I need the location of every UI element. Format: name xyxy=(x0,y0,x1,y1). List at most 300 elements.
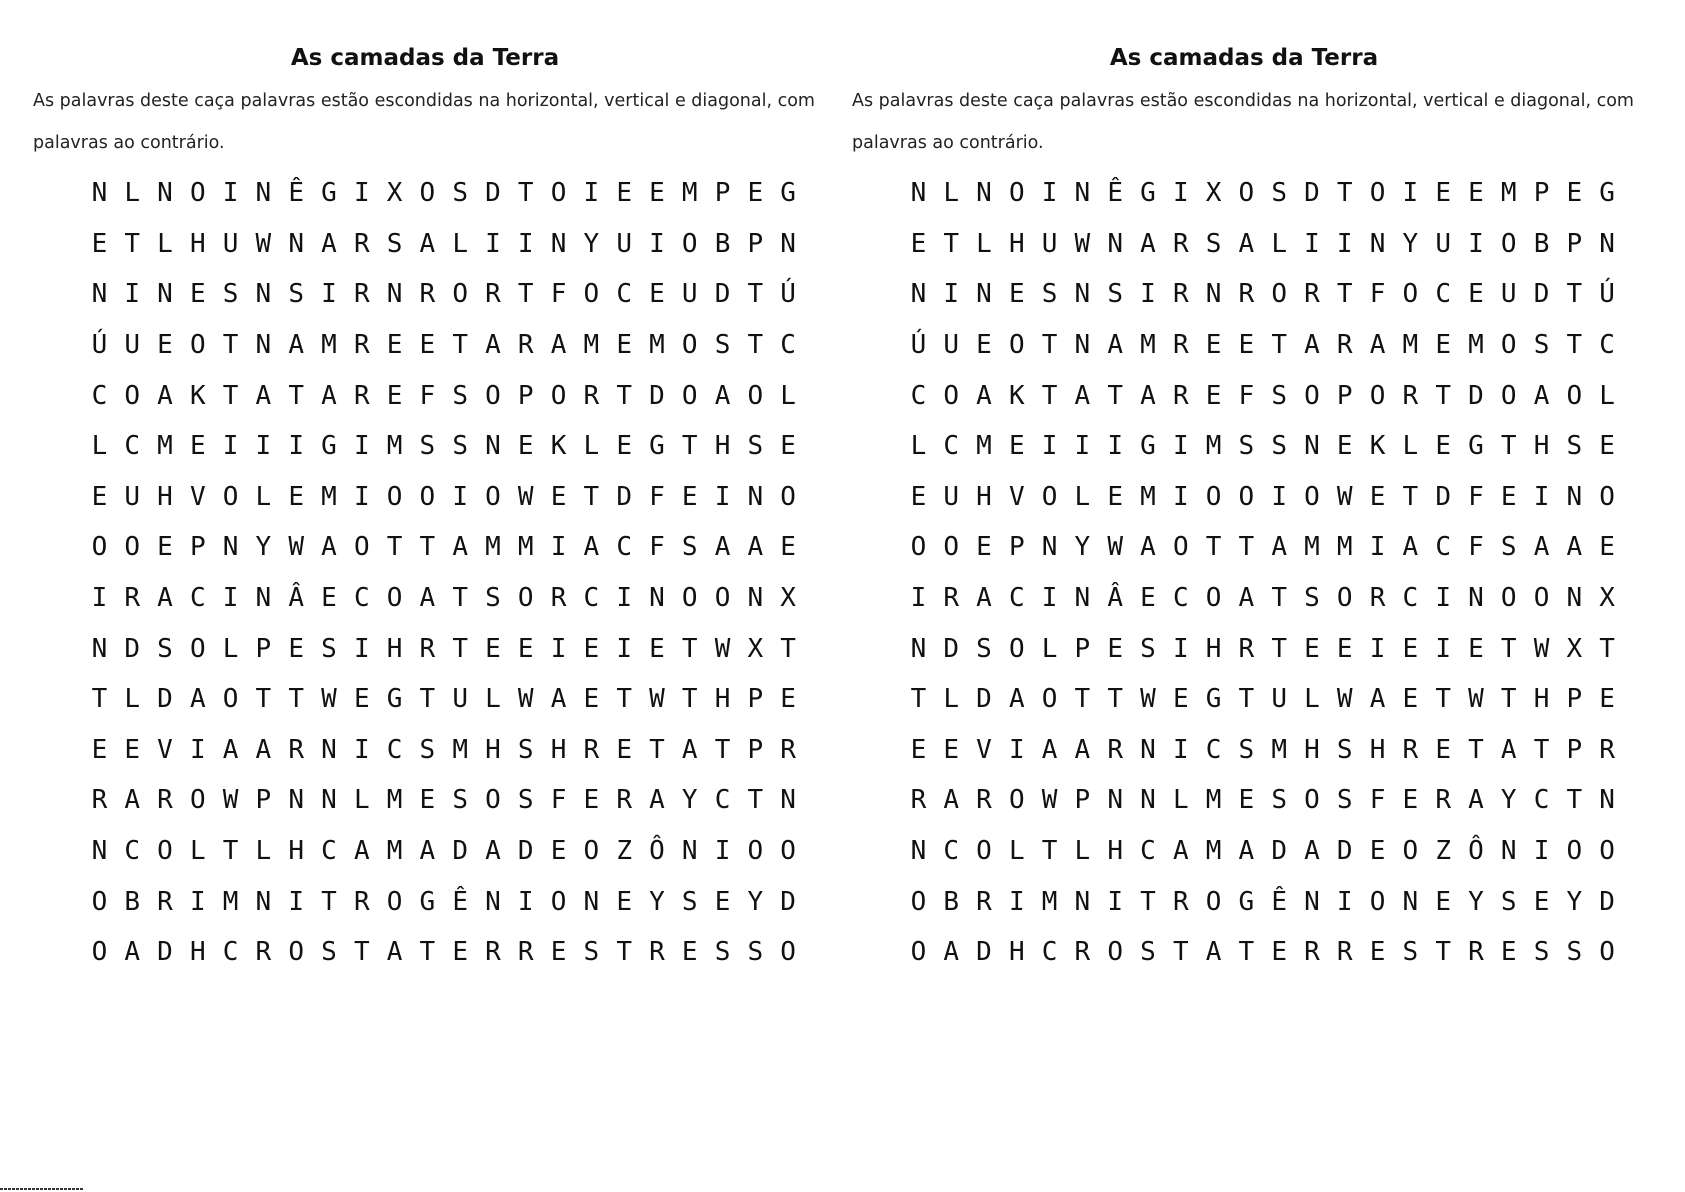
grid-letter[interactable]: C xyxy=(1172,583,1189,614)
grid-letter[interactable]: N xyxy=(976,279,992,310)
grid-letter[interactable]: I xyxy=(1435,583,1451,614)
grid-letter[interactable]: A xyxy=(714,532,731,563)
grid-letter[interactable]: E xyxy=(1435,886,1451,917)
grid-letter[interactable]: S xyxy=(714,937,731,968)
grid-letter[interactable]: C xyxy=(222,937,239,968)
grid-letter[interactable]: Ê xyxy=(288,178,304,209)
grid-letter[interactable]: A xyxy=(583,532,600,563)
grid-letter[interactable]: E xyxy=(1599,431,1615,462)
grid-letter[interactable]: N xyxy=(1402,886,1419,917)
grid-letter[interactable]: T xyxy=(616,937,632,968)
grid-letter[interactable]: A xyxy=(1238,583,1255,614)
grid-letter[interactable]: S xyxy=(1533,330,1550,361)
grid-letter[interactable]: R xyxy=(91,785,108,816)
grid-letter[interactable]: O xyxy=(1172,532,1189,563)
grid-letter[interactable]: T xyxy=(1336,279,1353,310)
grid-letter[interactable]: L xyxy=(91,431,108,462)
grid-letter[interactable]: R xyxy=(353,886,370,917)
grid-letter[interactable]: M xyxy=(681,178,698,209)
grid-letter[interactable]: C xyxy=(1533,785,1550,816)
grid-letter[interactable]: A xyxy=(1172,836,1189,867)
grid-letter[interactable]: T xyxy=(1041,380,1058,411)
grid-letter[interactable]: D xyxy=(780,886,796,917)
grid-letter[interactable]: O xyxy=(386,481,403,512)
grid-letter[interactable]: S xyxy=(1500,886,1517,917)
grid-letter[interactable]: G xyxy=(321,431,337,462)
grid-letter[interactable]: R xyxy=(517,937,534,968)
grid-letter[interactable]: S xyxy=(1271,178,1287,209)
grid-letter[interactable]: A xyxy=(1107,330,1123,361)
grid-letter[interactable]: M xyxy=(1304,532,1320,563)
grid-letter[interactable]: O xyxy=(189,178,206,209)
grid-letter[interactable]: M xyxy=(517,532,534,563)
grid-letter[interactable]: O xyxy=(910,937,927,968)
grid-letter[interactable]: W xyxy=(1336,684,1353,715)
grid-letter[interactable]: A xyxy=(124,785,141,816)
grid-letter[interactable]: S xyxy=(976,633,992,664)
grid-letter[interactable]: S xyxy=(681,532,698,563)
grid-letter[interactable]: B xyxy=(1533,228,1550,259)
grid-letter[interactable]: H xyxy=(714,431,731,462)
grid-letter[interactable]: E xyxy=(157,330,173,361)
grid-letter[interactable]: N xyxy=(288,228,304,259)
grid-letter[interactable]: G xyxy=(1468,431,1484,462)
grid-letter[interactable]: S xyxy=(288,279,304,310)
grid-letter[interactable]: Y xyxy=(681,785,698,816)
grid-letter[interactable]: O xyxy=(353,532,370,563)
grid-letter[interactable]: O xyxy=(1500,380,1517,411)
grid-letter[interactable]: E xyxy=(616,734,632,765)
grid-letter[interactable]: S xyxy=(1336,734,1353,765)
grid-letter[interactable]: I xyxy=(1041,583,1058,614)
grid-letter[interactable]: U xyxy=(124,481,141,512)
grid-letter[interactable]: E xyxy=(1369,937,1386,968)
grid-letter[interactable]: E xyxy=(386,330,403,361)
grid-letter[interactable]: C xyxy=(124,836,141,867)
grid-letter[interactable]: T xyxy=(222,330,239,361)
grid-letter[interactable]: M xyxy=(386,785,403,816)
grid-letter[interactable]: O xyxy=(452,279,468,310)
grid-letter[interactable]: R xyxy=(485,937,501,968)
grid-letter[interactable]: E xyxy=(1435,178,1451,209)
grid-letter[interactable]: E xyxy=(550,836,567,867)
grid-letter[interactable]: A xyxy=(452,532,468,563)
grid-letter[interactable]: N xyxy=(321,734,337,765)
grid-letter[interactable]: M xyxy=(1336,532,1353,563)
grid-letter[interactable]: Y xyxy=(1500,785,1517,816)
grid-letter[interactable]: D xyxy=(157,937,173,968)
grid-letter[interactable]: I xyxy=(222,431,239,462)
grid-letter[interactable]: Y xyxy=(1468,886,1484,917)
grid-letter[interactable]: O xyxy=(583,279,600,310)
grid-letter[interactable]: Z xyxy=(616,836,632,867)
grid-letter[interactable]: I xyxy=(1435,633,1451,664)
grid-letter[interactable]: O xyxy=(1205,481,1222,512)
grid-letter[interactable]: P xyxy=(1336,380,1353,411)
grid-letter[interactable]: T xyxy=(222,380,239,411)
grid-letter[interactable]: O xyxy=(1205,886,1222,917)
grid-letter[interactable]: M xyxy=(157,431,173,462)
grid-letter[interactable]: T xyxy=(616,380,632,411)
grid-letter[interactable]: M xyxy=(1041,886,1058,917)
grid-letter[interactable]: E xyxy=(288,481,304,512)
grid-letter[interactable]: L xyxy=(910,431,927,462)
grid-letter[interactable]: N xyxy=(1500,836,1517,867)
grid-letter[interactable]: L xyxy=(943,178,960,209)
grid-letter[interactable]: I xyxy=(255,431,272,462)
grid-letter[interactable]: E xyxy=(1599,532,1615,563)
grid-letter[interactable]: T xyxy=(1271,583,1287,614)
grid-letter[interactable]: L xyxy=(189,836,206,867)
grid-letter[interactable]: T xyxy=(91,684,108,715)
grid-letter[interactable]: E xyxy=(1140,583,1156,614)
grid-letter[interactable]: X xyxy=(747,633,764,664)
grid-letter[interactable]: O xyxy=(222,684,239,715)
grid-letter[interactable]: N xyxy=(747,481,764,512)
grid-letter[interactable]: E xyxy=(1107,633,1123,664)
grid-letter[interactable]: N xyxy=(91,279,108,310)
grid-letter[interactable]: S xyxy=(1566,937,1583,968)
grid-letter[interactable]: L xyxy=(1172,785,1189,816)
grid-letter[interactable]: N xyxy=(1369,228,1386,259)
grid-letter[interactable]: G xyxy=(780,178,796,209)
grid-letter[interactable]: C xyxy=(943,431,960,462)
grid-letter[interactable]: E xyxy=(1008,431,1025,462)
grid-letter[interactable]: A xyxy=(321,228,337,259)
grid-letter[interactable]: A xyxy=(157,583,173,614)
grid-letter[interactable]: O xyxy=(1369,178,1386,209)
grid-letter[interactable]: T xyxy=(714,734,731,765)
grid-letter[interactable]: E xyxy=(1566,178,1583,209)
grid-letter[interactable]: V xyxy=(189,481,206,512)
grid-letter[interactable]: F xyxy=(1468,532,1484,563)
grid-letter[interactable]: R xyxy=(1304,279,1320,310)
grid-letter[interactable]: A xyxy=(1369,684,1386,715)
grid-letter[interactable]: S xyxy=(1533,937,1550,968)
grid-letter[interactable]: M xyxy=(222,886,239,917)
grid-letter[interactable]: R xyxy=(1238,633,1255,664)
grid-letter[interactable]: P xyxy=(747,684,764,715)
grid-letter[interactable]: P xyxy=(1533,178,1550,209)
grid-letter[interactable]: M xyxy=(1271,734,1287,765)
grid-letter[interactable]: T xyxy=(288,380,304,411)
grid-letter[interactable]: N xyxy=(1074,178,1091,209)
grid-letter[interactable]: C xyxy=(1041,937,1058,968)
grid-letter[interactable]: A xyxy=(1041,734,1058,765)
grid-letter[interactable]: T xyxy=(1566,785,1583,816)
grid-letter[interactable]: X xyxy=(1566,633,1583,664)
grid-letter[interactable]: I xyxy=(1107,886,1123,917)
grid-letter[interactable]: Z xyxy=(1435,836,1451,867)
grid-letter[interactable]: I xyxy=(124,279,141,310)
grid-letter[interactable]: E xyxy=(419,785,436,816)
grid-letter[interactable]: P xyxy=(517,380,534,411)
grid-letter[interactable]: N xyxy=(485,886,501,917)
grid-letter[interactable]: W xyxy=(1041,785,1058,816)
grid-letter[interactable]: T xyxy=(1205,532,1222,563)
grid-letter[interactable]: L xyxy=(124,684,141,715)
grid-letter[interactable]: R xyxy=(419,633,436,664)
grid-letter[interactable]: N xyxy=(1304,431,1320,462)
grid-letter[interactable]: M xyxy=(1140,330,1156,361)
grid-letter[interactable]: S xyxy=(386,228,403,259)
grid-letter[interactable]: I xyxy=(1140,279,1156,310)
grid-letter[interactable]: N xyxy=(1566,481,1583,512)
grid-letter[interactable]: R xyxy=(780,734,796,765)
grid-letter[interactable]: O xyxy=(1336,583,1353,614)
grid-letter[interactable]: C xyxy=(910,380,927,411)
grid-letter[interactable]: P xyxy=(1074,785,1091,816)
grid-letter[interactable]: D xyxy=(943,633,960,664)
grid-letter[interactable]: S xyxy=(222,279,239,310)
grid-letter[interactable]: Y xyxy=(649,886,665,917)
grid-letter[interactable]: D xyxy=(157,684,173,715)
grid-letter[interactable]: H xyxy=(1008,937,1025,968)
grid-letter[interactable]: Ú xyxy=(910,330,927,361)
grid-letter[interactable]: A xyxy=(1140,380,1156,411)
grid-letter[interactable]: P xyxy=(747,734,764,765)
grid-letter[interactable]: E xyxy=(189,279,206,310)
grid-letter[interactable]: O xyxy=(943,532,960,563)
grid-letter[interactable]: S xyxy=(452,431,468,462)
grid-letter[interactable]: O xyxy=(1500,330,1517,361)
grid-letter[interactable]: M xyxy=(1500,178,1517,209)
grid-letter[interactable]: K xyxy=(189,380,206,411)
grid-letter[interactable]: I xyxy=(91,583,108,614)
grid-letter[interactable]: E xyxy=(1336,633,1353,664)
grid-letter[interactable]: E xyxy=(1500,481,1517,512)
grid-letter[interactable]: A xyxy=(943,937,960,968)
grid-letter[interactable]: O xyxy=(1008,785,1025,816)
grid-letter[interactable]: L xyxy=(1304,684,1320,715)
grid-letter[interactable]: O xyxy=(1238,481,1255,512)
grid-letter[interactable]: O xyxy=(910,886,927,917)
grid-letter[interactable]: K xyxy=(550,431,567,462)
grid-letter[interactable]: P xyxy=(1008,532,1025,563)
grid-letter[interactable]: T xyxy=(419,937,436,968)
grid-letter[interactable]: W xyxy=(288,532,304,563)
grid-letter[interactable]: I xyxy=(321,279,337,310)
grid-letter[interactable]: O xyxy=(550,886,567,917)
grid-letter[interactable]: L xyxy=(353,785,370,816)
grid-letter[interactable]: Y xyxy=(255,532,272,563)
grid-letter[interactable]: N xyxy=(1140,734,1156,765)
grid-letter[interactable]: U xyxy=(124,330,141,361)
grid-letter[interactable]: I xyxy=(1172,633,1189,664)
grid-letter[interactable]: C xyxy=(714,785,731,816)
grid-letter[interactable]: A xyxy=(353,836,370,867)
grid-letter[interactable]: I xyxy=(452,481,468,512)
grid-letter[interactable]: T xyxy=(1599,633,1615,664)
grid-letter[interactable]: O xyxy=(189,330,206,361)
grid-letter[interactable]: I xyxy=(517,228,534,259)
grid-letter[interactable]: L xyxy=(124,178,141,209)
grid-letter[interactable]: U xyxy=(1041,228,1058,259)
grid-letter[interactable]: P xyxy=(1566,228,1583,259)
grid-letter[interactable]: H xyxy=(1533,431,1550,462)
grid-letter[interactable]: I xyxy=(1402,178,1419,209)
grid-letter[interactable]: R xyxy=(1599,734,1615,765)
grid-letter[interactable]: E xyxy=(91,228,108,259)
grid-letter[interactable]: A xyxy=(1074,734,1091,765)
grid-letter[interactable]: Y xyxy=(583,228,600,259)
grid-letter[interactable]: A xyxy=(288,330,304,361)
grid-letter[interactable]: I xyxy=(353,481,370,512)
grid-letter[interactable]: O xyxy=(550,380,567,411)
grid-letter[interactable]: L xyxy=(157,228,173,259)
grid-letter[interactable]: N xyxy=(780,228,796,259)
grid-letter[interactable]: H xyxy=(485,734,501,765)
grid-letter[interactable]: S xyxy=(1238,734,1255,765)
grid-letter[interactable]: A xyxy=(1238,228,1255,259)
grid-letter[interactable]: I xyxy=(1369,532,1386,563)
grid-letter[interactable]: N xyxy=(1074,583,1091,614)
grid-letter[interactable]: E xyxy=(1500,937,1517,968)
grid-letter[interactable]: C xyxy=(321,836,337,867)
grid-letter[interactable]: O xyxy=(1500,228,1517,259)
grid-letter[interactable]: V xyxy=(976,734,992,765)
grid-letter[interactable]: E xyxy=(1238,330,1255,361)
grid-letter[interactable]: R xyxy=(353,279,370,310)
grid-letter[interactable]: W xyxy=(714,633,731,664)
grid-letter[interactable]: N xyxy=(910,836,927,867)
grid-letter[interactable]: N xyxy=(583,886,600,917)
grid-letter[interactable]: I xyxy=(288,431,304,462)
grid-letter[interactable]: P xyxy=(1566,734,1583,765)
grid-letter[interactable]: A xyxy=(157,380,173,411)
grid-letter[interactable]: Â xyxy=(288,583,304,614)
grid-letter[interactable]: N xyxy=(780,785,796,816)
grid-letter[interactable]: A xyxy=(1369,330,1386,361)
grid-letter[interactable]: N xyxy=(1304,886,1320,917)
grid-letter[interactable]: O xyxy=(1369,380,1386,411)
grid-letter[interactable]: I xyxy=(1533,481,1550,512)
grid-letter[interactable]: E xyxy=(681,937,698,968)
grid-letter[interactable]: R xyxy=(419,279,436,310)
grid-letter[interactable]: O xyxy=(780,937,796,968)
grid-letter[interactable]: C xyxy=(386,734,403,765)
grid-letter[interactable]: A xyxy=(386,937,403,968)
grid-letter[interactable]: T xyxy=(1500,633,1517,664)
grid-letter[interactable]: E xyxy=(583,633,600,664)
grid-letter[interactable]: N xyxy=(649,583,665,614)
grid-letter[interactable]: C xyxy=(616,532,632,563)
grid-letter[interactable]: L xyxy=(485,684,501,715)
grid-letter[interactable]: T xyxy=(1566,279,1583,310)
grid-letter[interactable]: H xyxy=(1304,734,1320,765)
grid-letter[interactable]: Ú xyxy=(1599,279,1615,310)
grid-letter[interactable]: O xyxy=(1107,937,1123,968)
grid-letter[interactable]: I xyxy=(485,228,501,259)
grid-letter[interactable]: E xyxy=(649,633,665,664)
grid-letter[interactable]: R xyxy=(976,886,992,917)
grid-letter[interactable]: M xyxy=(1205,785,1222,816)
grid-letter[interactable]: D xyxy=(517,836,534,867)
grid-letter[interactable]: F xyxy=(1369,785,1386,816)
grid-letter[interactable]: G xyxy=(419,886,436,917)
grid-letter[interactable]: I xyxy=(649,228,665,259)
grid-letter[interactable]: A xyxy=(321,380,337,411)
grid-letter[interactable]: A xyxy=(550,330,567,361)
grid-letter[interactable]: N xyxy=(1074,886,1091,917)
grid-letter[interactable]: E xyxy=(1369,836,1386,867)
grid-letter[interactable]: S xyxy=(583,937,600,968)
grid-letter[interactable]: D xyxy=(976,684,992,715)
grid-letter[interactable]: O xyxy=(485,380,501,411)
grid-letter[interactable]: F xyxy=(1369,279,1386,310)
grid-letter[interactable]: I xyxy=(550,532,567,563)
grid-letter[interactable]: T xyxy=(747,785,764,816)
grid-letter[interactable]: X xyxy=(1599,583,1615,614)
grid-letter[interactable]: N xyxy=(222,532,239,563)
grid-letter[interactable]: F xyxy=(550,279,567,310)
grid-letter[interactable]: S xyxy=(1566,431,1583,462)
grid-letter[interactable]: O xyxy=(1599,937,1615,968)
grid-letter[interactable]: E xyxy=(1435,431,1451,462)
grid-letter[interactable]: O xyxy=(780,836,796,867)
grid-letter[interactable]: S xyxy=(452,380,468,411)
grid-letter[interactable]: S xyxy=(321,633,337,664)
grid-letter[interactable]: N xyxy=(321,785,337,816)
grid-letter[interactable]: R xyxy=(1172,380,1189,411)
grid-letter[interactable]: O xyxy=(1238,178,1255,209)
grid-letter[interactable]: N xyxy=(681,836,698,867)
grid-letter[interactable]: I xyxy=(222,178,239,209)
grid-letter[interactable]: M xyxy=(1205,836,1222,867)
grid-letter[interactable]: M xyxy=(976,431,992,462)
grid-letter[interactable]: C xyxy=(1205,734,1222,765)
grid-letter[interactable]: O xyxy=(1008,178,1025,209)
grid-letter[interactable]: O xyxy=(681,228,698,259)
grid-letter[interactable]: A xyxy=(1008,684,1025,715)
grid-letter[interactable]: I xyxy=(189,886,206,917)
grid-letter[interactable]: E xyxy=(189,431,206,462)
grid-letter[interactable]: R xyxy=(583,380,600,411)
grid-letter[interactable]: G xyxy=(386,684,403,715)
grid-letter[interactable]: I xyxy=(1468,228,1484,259)
grid-letter[interactable]: T xyxy=(353,937,370,968)
grid-letter[interactable]: E xyxy=(1435,734,1451,765)
grid-letter[interactable]: E xyxy=(124,734,141,765)
grid-letter[interactable]: E xyxy=(1172,684,1189,715)
grid-letter[interactable]: R xyxy=(1402,380,1419,411)
grid-letter[interactable]: A xyxy=(124,937,141,968)
grid-letter[interactable]: E xyxy=(1435,330,1451,361)
grid-letter[interactable]: W xyxy=(222,785,239,816)
grid-letter[interactable]: T xyxy=(1435,380,1451,411)
grid-letter[interactable]: O xyxy=(550,178,567,209)
grid-letter[interactable]: Ô xyxy=(649,836,665,867)
grid-letter[interactable]: T xyxy=(222,836,239,867)
grid-letter[interactable]: N xyxy=(1566,583,1583,614)
grid-letter[interactable]: A xyxy=(943,785,960,816)
grid-letter[interactable]: M xyxy=(321,481,337,512)
grid-letter[interactable]: M xyxy=(649,330,665,361)
grid-letter[interactable]: T xyxy=(1172,937,1189,968)
grid-letter[interactable]: T xyxy=(1435,937,1451,968)
grid-letter[interactable]: T xyxy=(1468,734,1484,765)
grid-letter[interactable]: I xyxy=(616,633,632,664)
grid-letter[interactable]: O xyxy=(124,532,141,563)
grid-letter[interactable]: N xyxy=(485,431,501,462)
grid-letter[interactable]: H xyxy=(1107,836,1123,867)
grid-letter[interactable]: C xyxy=(1435,279,1451,310)
grid-letter[interactable]: O xyxy=(714,583,731,614)
grid-letter[interactable]: T xyxy=(1238,532,1255,563)
grid-letter[interactable]: A xyxy=(1140,532,1156,563)
grid-letter[interactable]: S xyxy=(714,330,731,361)
grid-letter[interactable]: T xyxy=(255,684,272,715)
